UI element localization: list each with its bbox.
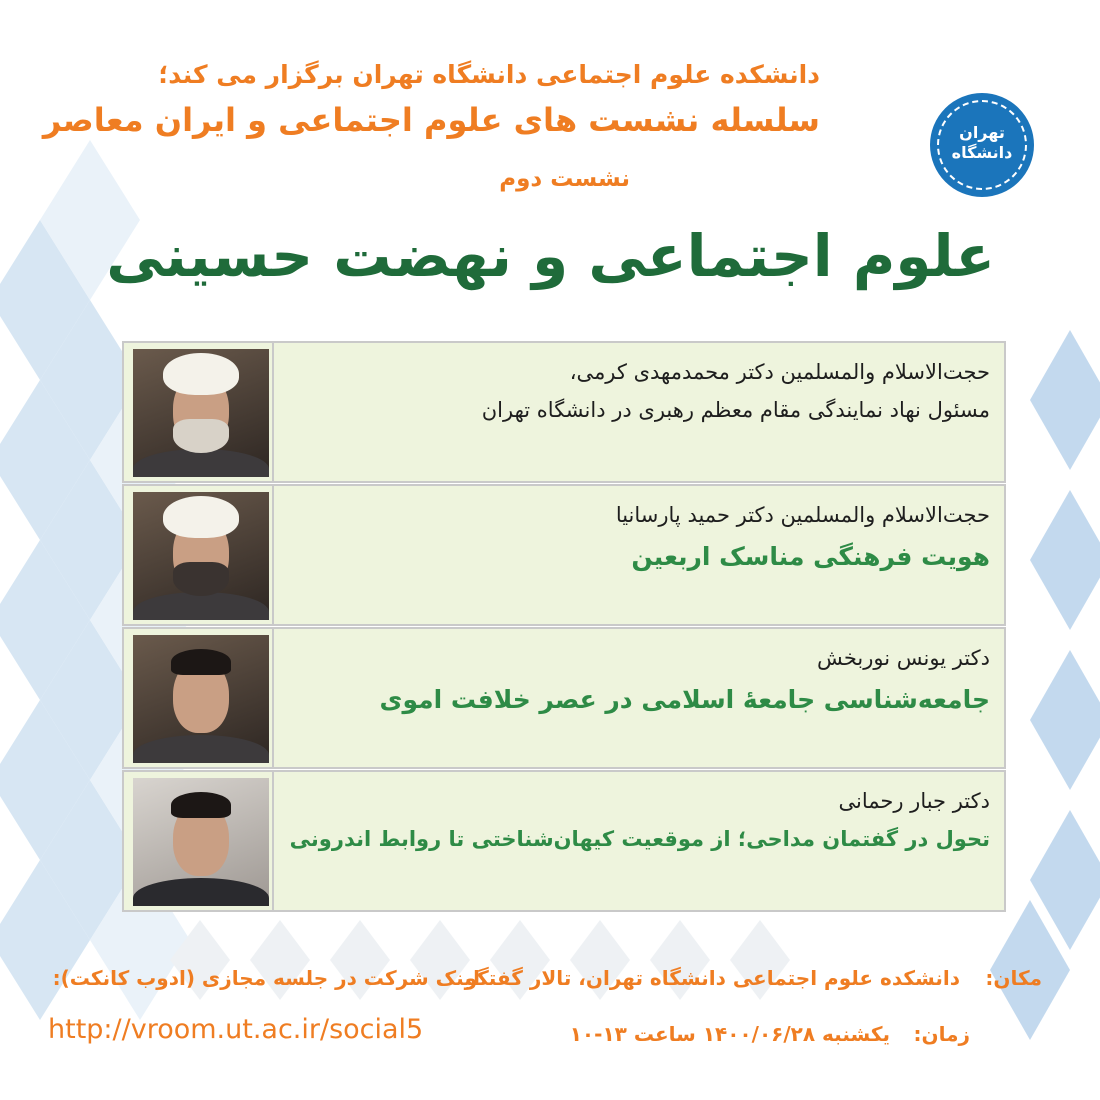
organizer-line: دانشکده علوم اجتماعی دانشگاه تهران برگزار می کند؛ bbox=[158, 60, 820, 89]
speaker-row bbox=[122, 770, 1006, 912]
lecture-topic: تحول در گفتمان مداحی؛ از موقعیت کیهان‌شناختی تا روابط اندرونی bbox=[289, 827, 990, 851]
speaker-name: دکتر جبار رحمانی bbox=[838, 789, 990, 813]
speaker-photo bbox=[133, 635, 269, 763]
photo-beard bbox=[173, 419, 229, 453]
row-divider bbox=[272, 629, 274, 767]
row-divider bbox=[272, 486, 274, 624]
photo-hair bbox=[171, 649, 231, 675]
speaker-name: حجت‌الاسلام والمسلمین دکتر حمید پارسانیا bbox=[615, 503, 990, 527]
speaker-row bbox=[122, 341, 1006, 483]
series-title: سلسله نشست های علوم اجتماعی و ایران معاصر bbox=[42, 101, 820, 139]
place-value: دانشکده علوم اجتماعی دانشگاه تهران، تالار گفتگو bbox=[464, 966, 960, 990]
speaker-info bbox=[279, 772, 990, 910]
row-divider bbox=[272, 343, 274, 481]
logo-text-line1: تهران bbox=[959, 123, 1005, 142]
speaker-name: دکتر یونس نوربخش bbox=[817, 646, 990, 670]
session-number: نشست دوم bbox=[499, 166, 630, 192]
university-logo bbox=[930, 93, 1034, 197]
place-label: مکان: bbox=[985, 966, 1042, 990]
time-label: زمان: bbox=[913, 1022, 970, 1046]
lecture-topic: هویت فرهنگی مناسک اربعین bbox=[631, 542, 990, 571]
speaker-photo bbox=[133, 349, 269, 477]
photo-body bbox=[133, 735, 269, 763]
photo-body bbox=[133, 592, 269, 620]
meeting-link-label: لینک شرکت در جلسه مجازی (ادوب کانکت): bbox=[52, 966, 480, 990]
logo-text-line2: دانشگاه bbox=[951, 143, 1013, 162]
time-value: یکشنبه ۱۴۰۰/۰۶/۲۸ ساعت ۱۳-۱۰ bbox=[569, 1022, 890, 1046]
event-title: علوم اجتماعی و نهضت حسینی bbox=[106, 222, 995, 290]
speaker-photo bbox=[133, 492, 269, 620]
row-divider bbox=[272, 772, 274, 910]
photo-hair bbox=[171, 792, 231, 818]
photo-body bbox=[133, 449, 269, 477]
speaker-row bbox=[122, 627, 1006, 769]
speaker-info bbox=[279, 343, 990, 481]
meeting-link[interactable]: http://vroom.ut.ac.ir/social5 bbox=[48, 1014, 424, 1045]
speaker-info bbox=[279, 486, 990, 624]
speaker-info bbox=[279, 629, 990, 767]
speaker-photo bbox=[133, 778, 269, 906]
speaker-row bbox=[122, 484, 1006, 626]
photo-beard bbox=[173, 562, 229, 596]
lecture-topic: جامعه‌شناسی جامعهٔ اسلامی در عصر خلافت اموی bbox=[379, 685, 990, 714]
photo-turban bbox=[163, 496, 239, 538]
speaker-name: حجت‌الاسلام والمسلمین دکتر محمدمهدی کرمی، bbox=[569, 360, 990, 384]
photo-body bbox=[133, 878, 269, 906]
speakers-table bbox=[122, 341, 1006, 913]
photo-turban bbox=[163, 353, 239, 395]
speaker-role: مسئول نهاد نمایندگی مقام معظم رهبری در دانشگاه تهران bbox=[481, 398, 990, 422]
logo-text bbox=[930, 123, 1034, 163]
